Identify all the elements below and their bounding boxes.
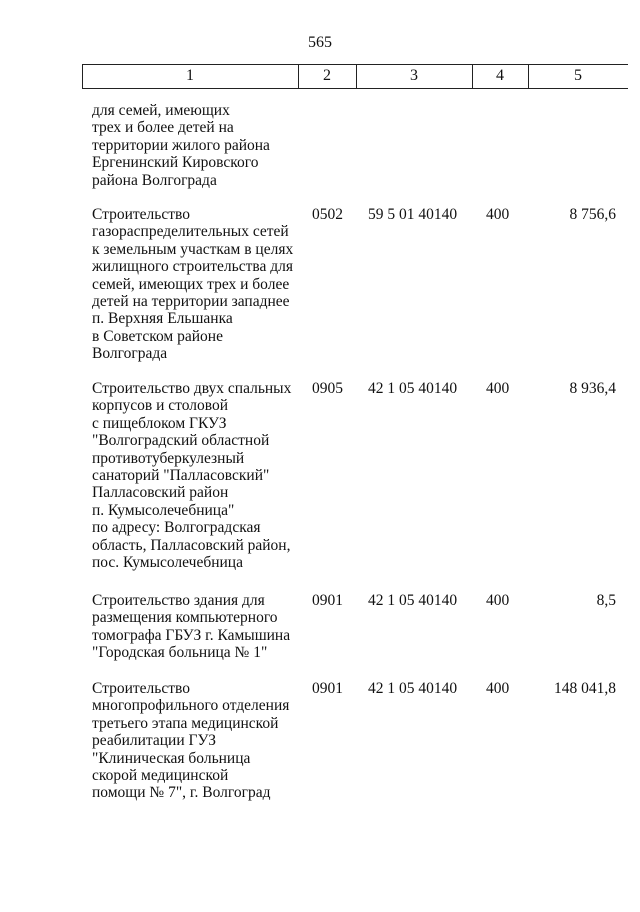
page-number: 565 bbox=[308, 34, 332, 51]
row-amount: 8,5 bbox=[596, 592, 616, 609]
row-expense-type: 400 bbox=[486, 380, 510, 397]
row-description: Строительство газораспределительных сетей к земельным участкам в целях жилищного строительства для семей, имеющих трех и более детей на территории западнее п. Верхняя Ельшанка в Советском районе Волгограда bbox=[92, 206, 294, 363]
row-amount: 8 756,6 bbox=[569, 206, 616, 223]
row-expense-type: 400 bbox=[486, 592, 510, 609]
row-section-code: 0502 bbox=[312, 206, 343, 223]
header-col-4: 4 bbox=[496, 67, 504, 84]
table-header bbox=[82, 64, 628, 88]
header-col-1: 1 bbox=[186, 67, 194, 84]
row-amount: 8 936,4 bbox=[569, 380, 616, 397]
row-description: Строительство здания для размещения компьютерного томографа ГБУЗ г. Камышина "Городская больница № 1" bbox=[92, 592, 291, 662]
row-amount: 148 041,8 bbox=[554, 680, 616, 697]
row-description: Строительство многопрофильного отделения третьего этапа медицинской реабилитации ГУЗ "Клиническая больница скорой медицинской помощи № 7", г. Волгоград bbox=[92, 680, 290, 802]
row-target-article: 59 5 01 40140 bbox=[368, 206, 458, 223]
header-col-5: 5 bbox=[574, 67, 582, 84]
header-col-3: 3 bbox=[410, 67, 418, 84]
row-description: Строительство двух спальных корпусов и столовой с пищеблоком ГКУЗ "Волгоградский областной противотуберкулезный санаторий "Палласовский" Палласовский район п. Кумысолечебница" по адресу: Волгоградская область, Палласовский район, пос. Кумысолечебница bbox=[92, 380, 292, 572]
header-bottom-rule bbox=[82, 88, 628, 89]
row-target-article: 42 1 05 40140 bbox=[368, 680, 458, 697]
header-top-rule bbox=[82, 64, 628, 65]
row-section-code: 0901 bbox=[312, 592, 343, 609]
row-description: для семей, имеющих трех и более детей на территории жилого района Ергенинский Кировского района Волгограда bbox=[92, 102, 270, 189]
header-col-2: 2 bbox=[323, 67, 331, 84]
row-expense-type: 400 bbox=[486, 680, 510, 697]
row-expense-type: 400 bbox=[486, 206, 510, 223]
row-target-article: 42 1 05 40140 bbox=[368, 380, 458, 397]
row-section-code: 0905 bbox=[312, 380, 343, 397]
row-section-code: 0901 bbox=[312, 680, 343, 697]
row-target-article: 42 1 05 40140 bbox=[368, 592, 458, 609]
